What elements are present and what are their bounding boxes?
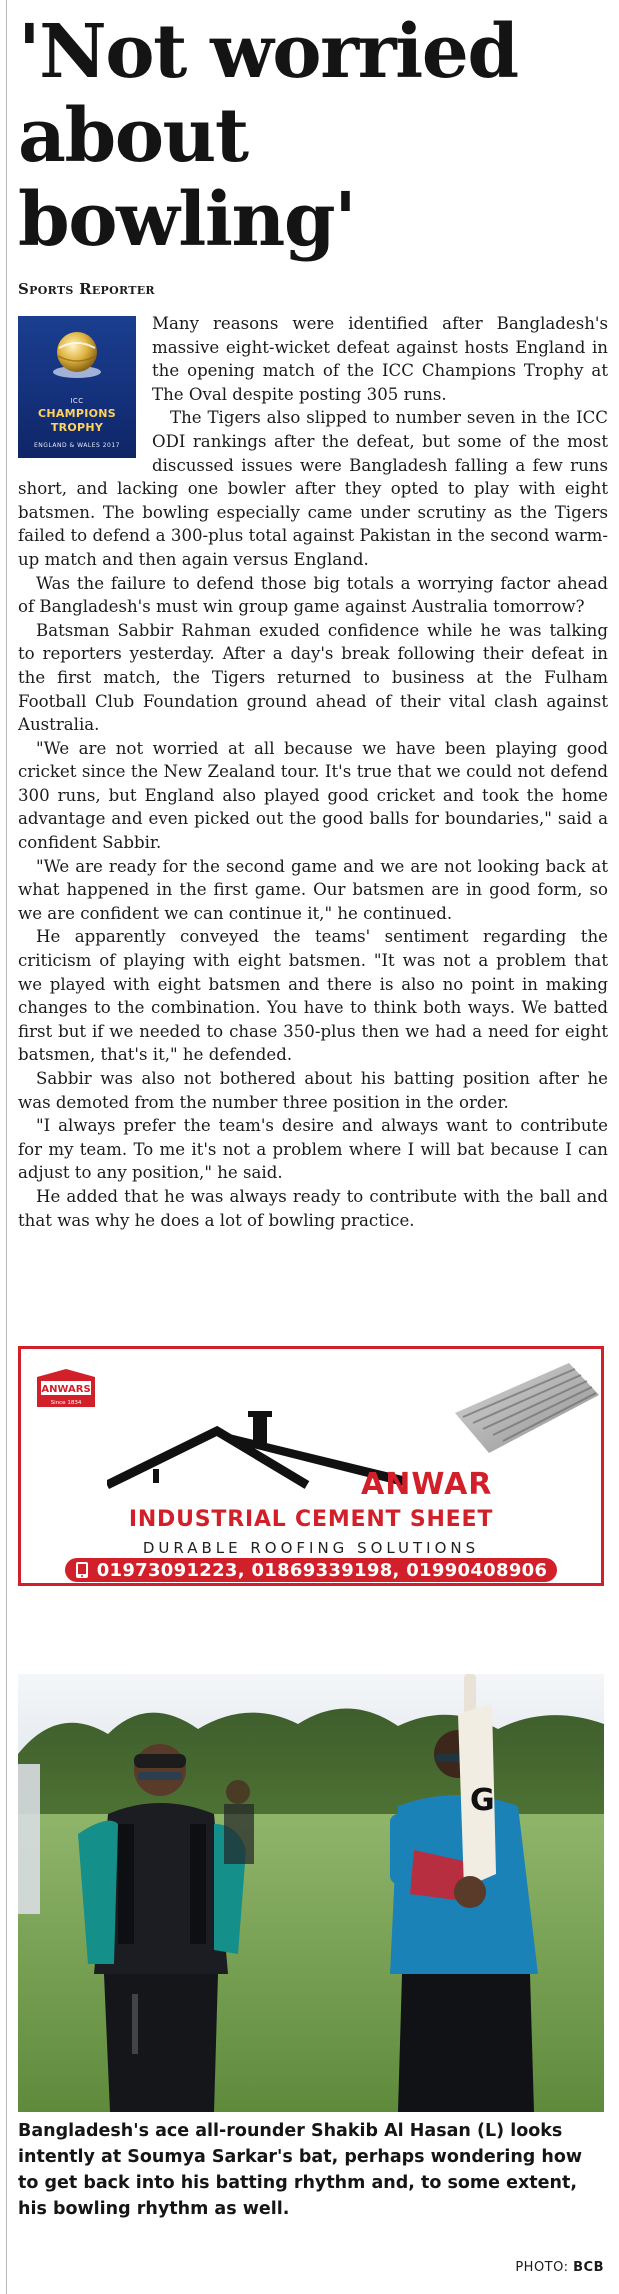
credit-source: BCB — [573, 2260, 604, 2275]
ad-phone-bar[interactable] — [65, 1558, 557, 1582]
ad-tagline: DURABLE ROOFING SOLUTIONS — [142, 1539, 480, 1557]
badge-text: ANWARS — [41, 1384, 91, 1395]
ad-phone-numbers: 01973091223, 01869339198, 01990408906 — [96, 1559, 548, 1581]
anwar-badge-logo — [35, 1367, 97, 1409]
headline-line-1: 'Not worried — [18, 9, 518, 95]
photo-credit — [515, 2260, 604, 2275]
paragraph: Sabbir was also not bothered about his batting position after he was demoted from the number three position in the order. — [18, 1069, 608, 1112]
logo-org: ICC — [70, 397, 84, 405]
advertisement[interactable] — [18, 1346, 604, 1586]
logo-host: ENGLAND & WALES 2017 — [34, 442, 120, 449]
paragraph: Was the failure to defend those big totals a worrying factor ahead of Bangladesh's must win group game against Australia tomorrow? — [18, 573, 608, 617]
trophy-ball-icon — [47, 324, 107, 384]
news-photo — [18, 1674, 604, 2112]
phone-icon — [75, 1561, 89, 1579]
byline: Sports Reporter — [18, 280, 155, 298]
paragraph: Batsman Sabbir Rahman exuded confidence while he was talking to reporters yesterday. After a day's break following their defeat in the first match, the Tigers returned to business at the Fulham Football Club Foundation ground ahead of their vital clash against Australia. — [18, 620, 608, 735]
credit-label: PHOTO: — [515, 2260, 569, 2275]
paragraph: He added that he was always ready to contribute with the ball and that was why he does a lot of bowling practice. — [18, 1186, 608, 1230]
headline — [18, 10, 608, 262]
headline-line-2: about bowling' — [18, 93, 356, 263]
paragraph: "We are not worried at all because we have been playing good cricket since the New Zealand tour. It's true that we could not defend 300 runs, but England also played good cricket and took the home advantage and even picked out the good balls for boundaries," said a confident Sabbir. — [18, 738, 608, 853]
paragraph: Many reasons were identified after Bangladesh's massive eight-wicket defeat against hosts England in the opening match of the ICC Champions Trophy at The Oval despite posting 305 runs. — [152, 314, 608, 404]
players-photo-illustration — [18, 1674, 604, 2112]
badge-since: Since 1834 — [50, 1400, 82, 1406]
ad-brand: ANWAR — [361, 1467, 493, 1502]
article-body — [18, 312, 608, 1232]
paragraph: "We are ready for the second game and we are not looking back at what happened in the first game. Our batsmen are in good form, so we are confident we can continue it," he continued. — [18, 856, 608, 923]
cement-sheet-icon — [449, 1353, 601, 1463]
article — [18, 0, 608, 2275]
logo-trophy: TROPHY — [50, 421, 104, 434]
ad-product: INDUSTRIAL CEMENT SHEET — [128, 1507, 494, 1532]
svg-text:G: G — [470, 1783, 495, 1818]
paragraph: He apparently conveyed the teams' sentiment regarding the criticism of playing with eight batsmen. "It was not a problem that we played with eight batsmen and there is also no point in making changes to the combination. You have to think both ways. We batted first but if we needed to chase 350-plus then we had a need for eight batsmen, that's it," he defended. — [18, 927, 608, 1065]
column-rule — [6, 0, 7, 2294]
logo-champions: CHAMPIONS — [37, 407, 117, 420]
photo-caption: Bangladesh's ace all-rounder Shakib Al Hasan (L) looks intently at Soumya Sarkar's bat, perhaps wondering how to get back into his batting rhythm and, to some extent, his bowling rhythm as well. — [18, 2121, 583, 2219]
paragraph: "I always prefer the team's desire and always want to contribute for my team. To me it's not a problem where I will bat because I can adjust to any position," he said. — [18, 1116, 608, 1183]
champions-trophy-logo — [18, 316, 136, 458]
paragraph: The Tigers also slipped to number seven in the ICC ODI rankings after the defeat, but some of the most discussed issues were Bangladesh falling a few runs short, and lacking one bowler after they opted to play with eight batsmen. The bowling especially came under scrutiny as the Tigers failed to defend a 300-plus total against Pakistan in the second warm-up match and then again versus England. — [18, 408, 608, 569]
